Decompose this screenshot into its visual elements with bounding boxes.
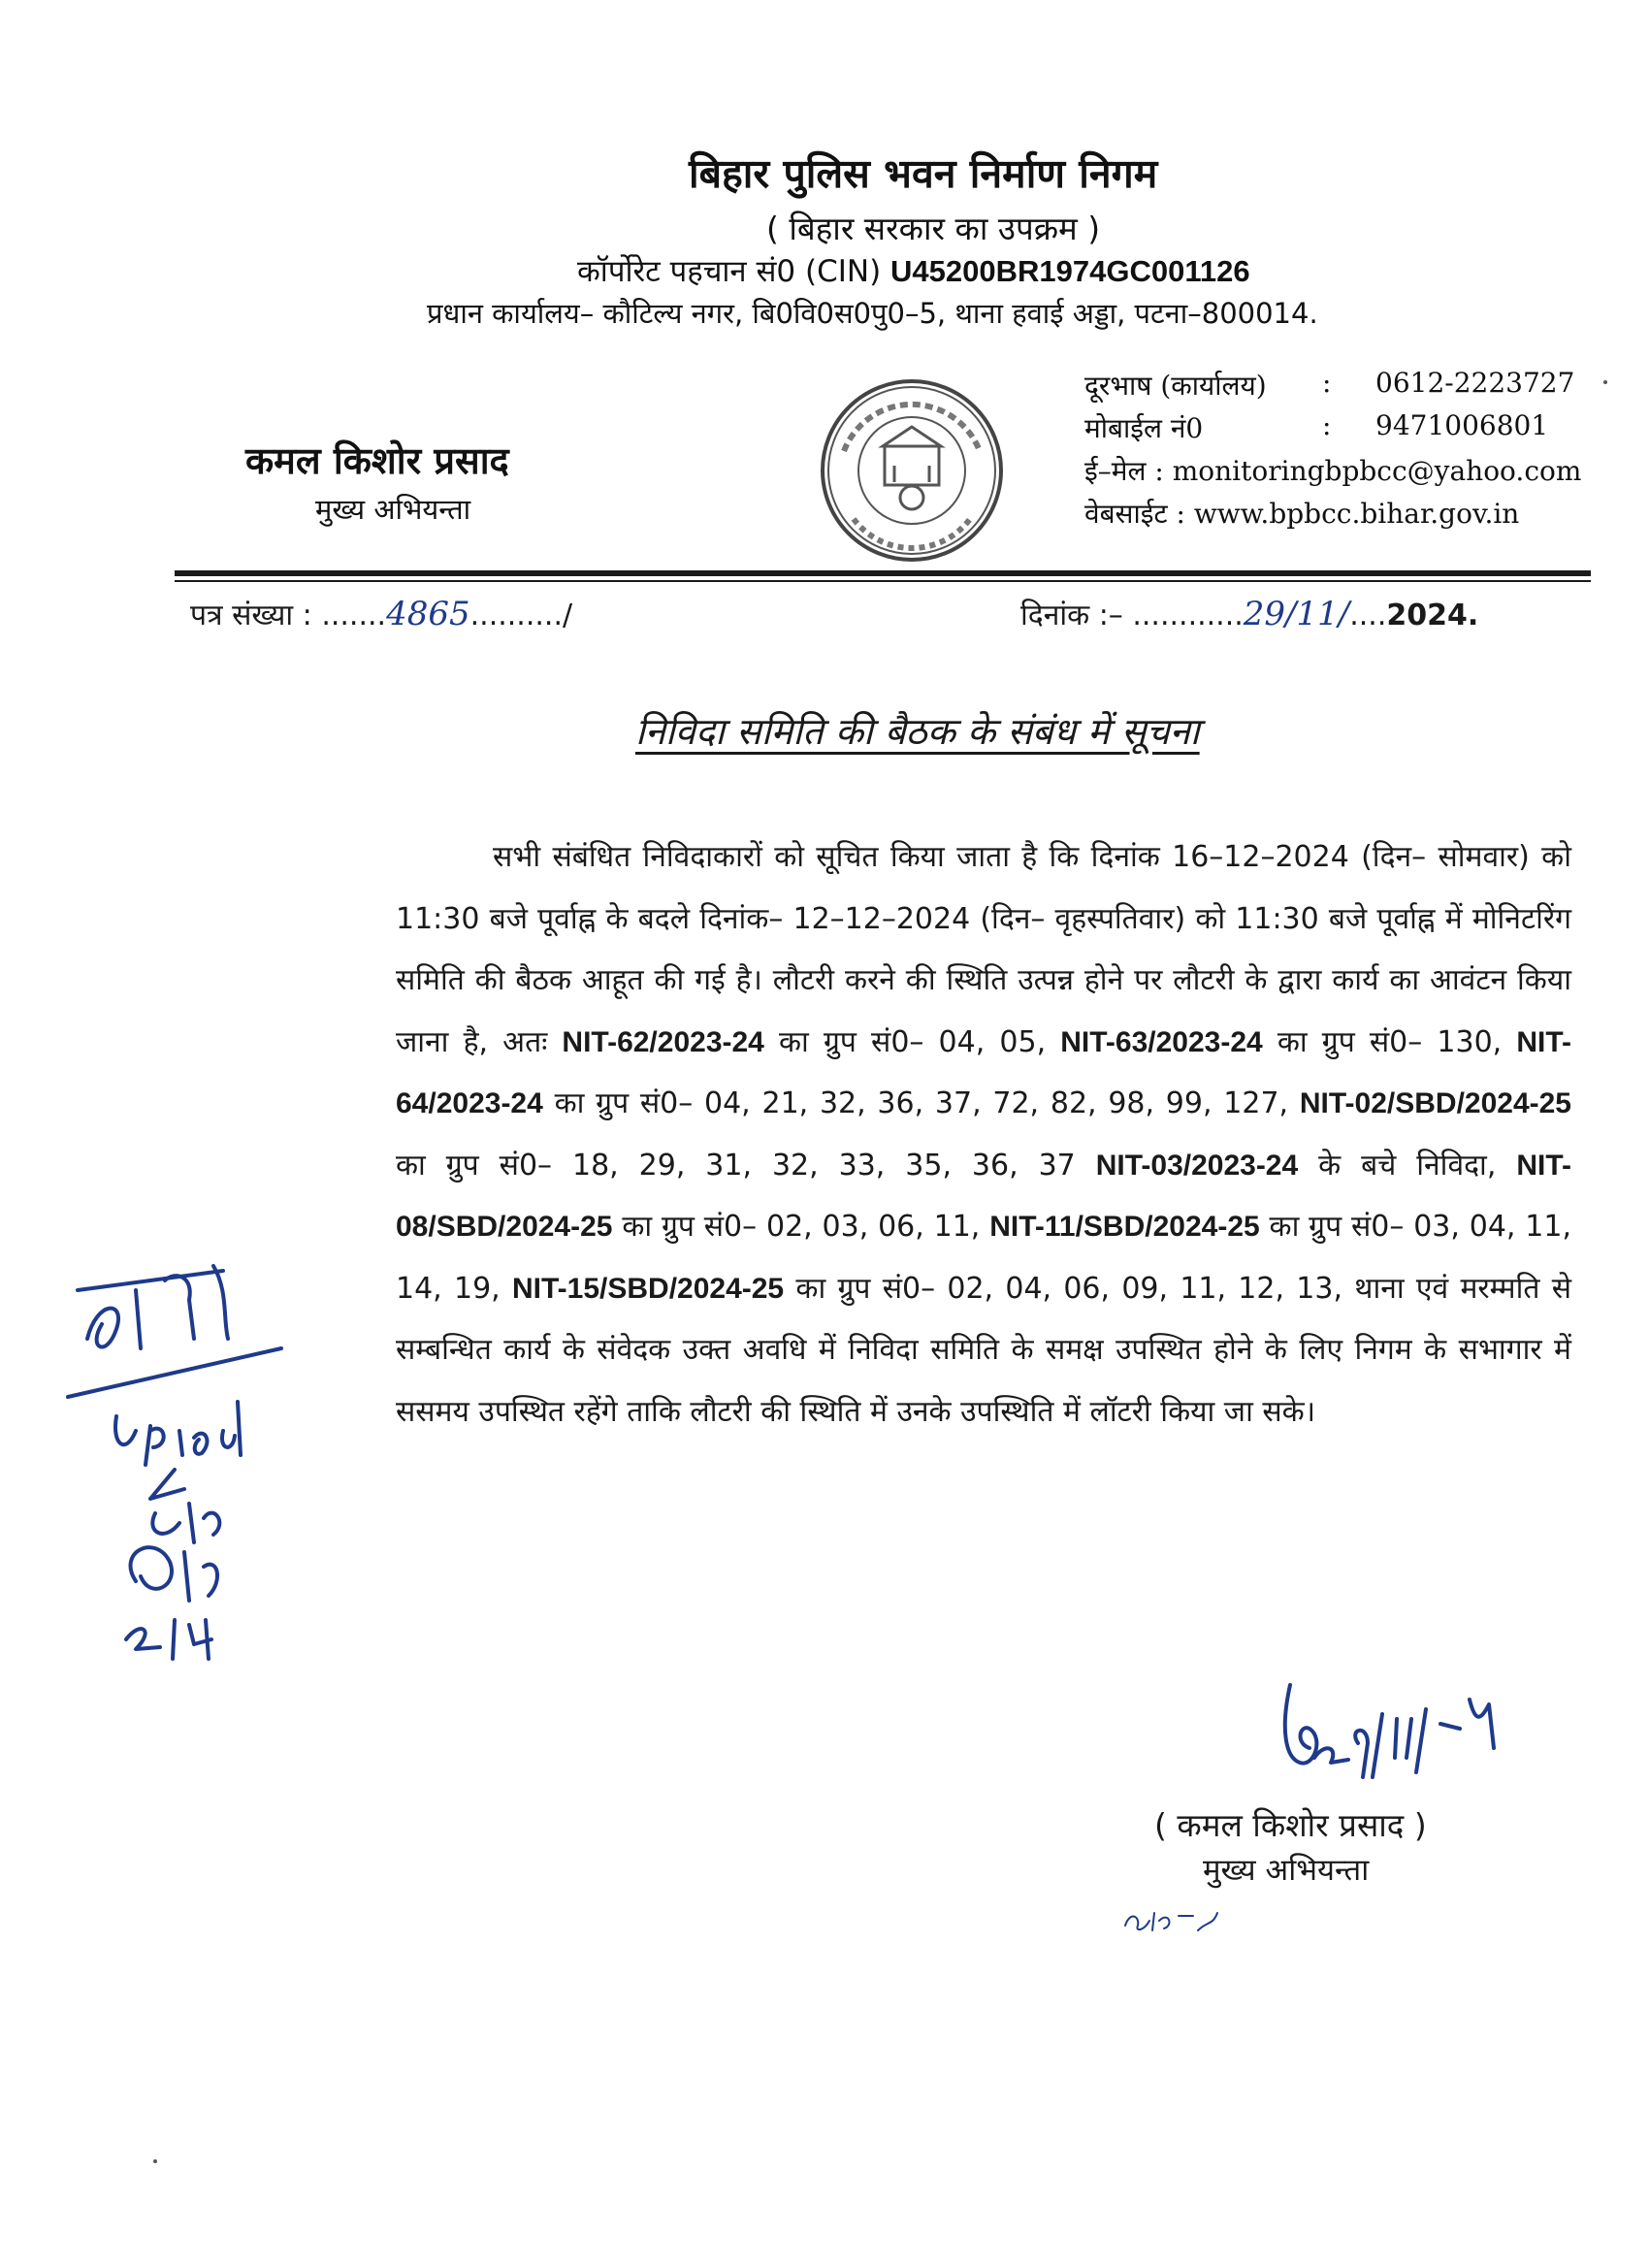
sender-designation: मुख्य अभियन्ता bbox=[315, 493, 471, 526]
website-label: वेबसाईट : bbox=[1084, 498, 1185, 530]
contact-email-row bbox=[1084, 452, 1581, 495]
sender-name: कमल किशोर प्रसाद bbox=[245, 439, 509, 482]
date-line bbox=[1020, 594, 1478, 633]
body-text-2: का ग्रुप सं0– 04, 05, bbox=[763, 1024, 1061, 1059]
nit-reference: NIT-02/SBD/2024-25 bbox=[1299, 1087, 1571, 1119]
date-label: दिनांक :– bbox=[1020, 599, 1123, 632]
contact-website-row bbox=[1084, 495, 1581, 537]
body-text-7: का ग्रुप सं0– 02, 03, 06, 11, bbox=[612, 1210, 990, 1244]
body-text-3: का ग्रुप सं0– 130, bbox=[1262, 1024, 1517, 1059]
date-dots: ............ bbox=[1132, 599, 1244, 632]
cin-label: कॉर्पोरेट पहचान सं0 (CIN) bbox=[577, 254, 882, 289]
scan-speck bbox=[1603, 380, 1607, 384]
nit-reference: NIT-63/2023-24 bbox=[1060, 1025, 1263, 1058]
date-year: 2024. bbox=[1386, 599, 1479, 632]
signature-icon bbox=[1271, 1670, 1513, 1787]
mobile-colon: : bbox=[1322, 409, 1332, 441]
org-address: प्रधान कार्यालय– कौटिल्य नगर, बि0वि0स0पु0–5, थाना हवाई अड्डा, पटना–800014. bbox=[427, 297, 1318, 330]
subject-heading: निविदा समिति की बैठक के संबंध में सूचना bbox=[635, 710, 1200, 753]
contact-mobile-row bbox=[1084, 409, 1581, 452]
cin-value: U45200BR1974GC001126 bbox=[890, 254, 1250, 288]
letter-number-value: 4865 bbox=[386, 595, 470, 633]
date-value: 29/11/ bbox=[1243, 595, 1350, 633]
nit-reference: NIT-64/2023-24 bbox=[396, 1025, 1571, 1119]
org-subtitle: ( बिहार सरकार का उपक्रम ) bbox=[766, 210, 1101, 247]
phone-colon: : bbox=[1322, 367, 1332, 399]
body-text-5: का ग्रुप सं0– 18, 29, 31, 32, 33, 35, 36, 37 bbox=[396, 1148, 1096, 1183]
contact-block bbox=[1084, 367, 1581, 537]
phone-label: दूरभाष (कार्यालय) bbox=[1084, 370, 1267, 402]
nit-reference: NIT-03/2023-24 bbox=[1095, 1149, 1299, 1182]
org-name: बिहार पुलिस भवन निर्माण निगम bbox=[689, 150, 1158, 197]
initials-icon bbox=[1120, 1901, 1227, 1940]
scan-speck bbox=[153, 2159, 157, 2163]
signatory-designation: मुख्य अभियन्ता bbox=[1203, 1853, 1370, 1888]
website-value[interactable]: www.bpbcc.bihar.gov.in bbox=[1193, 498, 1520, 530]
signatory-name: ( कमल किशोर प्रसाद ) bbox=[1154, 1806, 1427, 1844]
body-text-6: के बचे निविदा, bbox=[1298, 1148, 1517, 1183]
handwritten-note-icon bbox=[58, 1232, 310, 1678]
body-text-1: सभी संबंधित निविदाकारों को सूचित किया जाता है कि दिनांक 16–12–2024 (दिन– सोमवार) को 11:30 बजे पूर्वाह्न के बदले दिनांक– 12–12–2024 (दिन– वृहस्पतिवार) को 11:30 बजे पूर्वाह्न में मोनिटरिंग समिति की बैठक आहूत की गई है। लौटरी करने की स्थिति उत्पन्न होने पर लौटरी के द्वारा कार्य का आवंटन किया जाना है, अतः bbox=[396, 840, 1571, 1059]
body-text-9: का ग्रुप सं0– 02, 04, 06, 09, 11, 12, 13, थाना एवं मरम्मति से सम्बन्धित कार्य के संवेदक उक्त अवधि में निविदा समिति के समक्ष उपस्थित होने के लिए निगम के सभागार में ससमय उपस्थित रहेंगे ताकि लौटरी की स्थिति में उनके उपस्थिति में लॉटरी किया जा सके। bbox=[396, 1271, 1572, 1429]
nit-reference: NIT-08/SBD/2024-25 bbox=[396, 1149, 1571, 1243]
nit-reference: NIT-62/2023-24 bbox=[562, 1025, 764, 1058]
mobile-value: 9471006801 bbox=[1375, 409, 1549, 441]
phone-value: 0612-2223727 bbox=[1375, 367, 1575, 399]
body-text-4: का ग्रुप सं0– 04, 21, 32, 36, 37, 72, 82, 98, 99, 127, bbox=[542, 1086, 1300, 1120]
nit-reference: NIT-11/SBD/2024-25 bbox=[989, 1211, 1260, 1243]
letter-number-dots-left: ....... bbox=[321, 599, 387, 632]
contact-phone-row bbox=[1084, 367, 1581, 409]
body-text-8: का ग्रुप सं0– 03, 04, 11, 14, 19, bbox=[396, 1210, 1571, 1306]
letter-number-line bbox=[190, 594, 572, 633]
header-divider-thin bbox=[175, 580, 1591, 582]
date-dots-2: .... bbox=[1349, 599, 1387, 632]
letter-number-dots-right: ........../ bbox=[469, 599, 573, 632]
org-cin bbox=[577, 250, 1250, 291]
nit-reference: NIT-15/SBD/2024-25 bbox=[511, 1272, 785, 1305]
letter-number-label: पत्र संख्या : bbox=[190, 599, 312, 632]
mobile-label: मोबाईल नं0 bbox=[1084, 412, 1204, 444]
email-label: ई–मेल : bbox=[1084, 455, 1164, 487]
body-paragraph bbox=[396, 826, 1571, 1442]
seal-icon bbox=[815, 373, 1009, 567]
header-divider bbox=[175, 570, 1591, 576]
email-value[interactable]: monitoringbpbcc@yahoo.com bbox=[1172, 455, 1582, 487]
